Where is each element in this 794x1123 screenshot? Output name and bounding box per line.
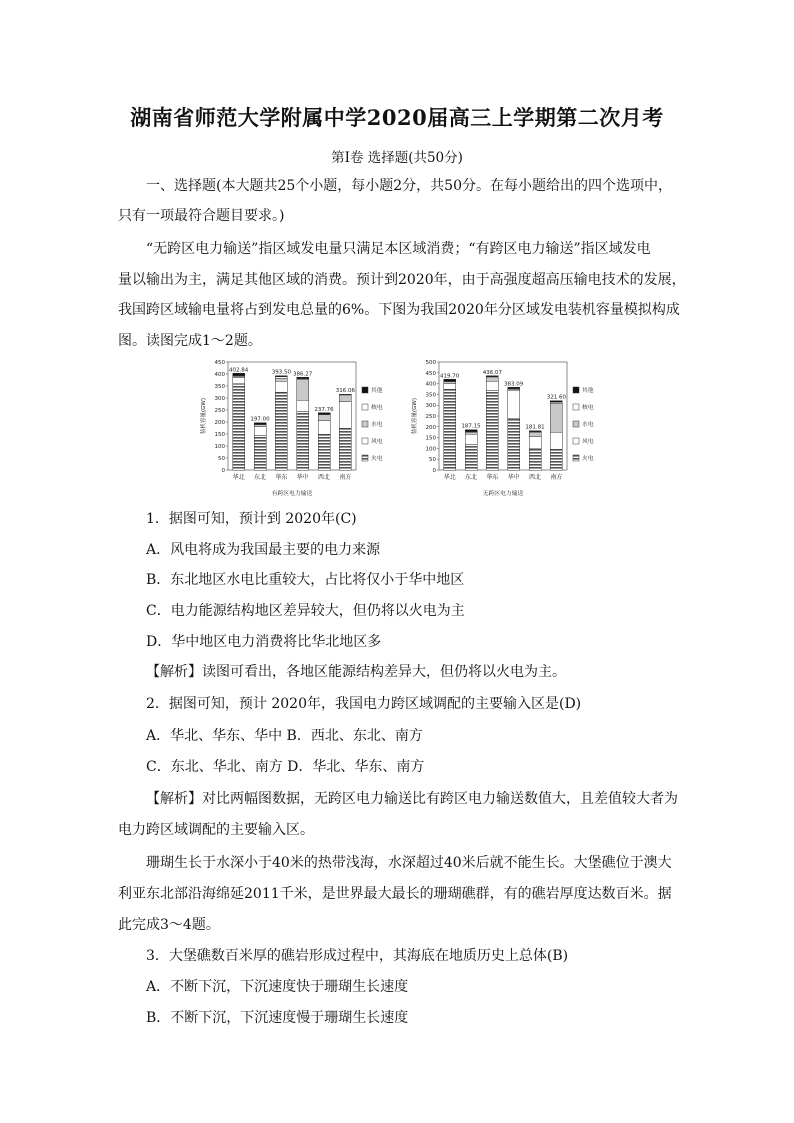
bar-total-label: 321.60 [546,394,566,401]
bar-segment [550,449,562,470]
bar-segment [529,431,541,432]
intro-line-1: 只有一项最符合题目要求。) [118,208,285,224]
bar-segment [297,379,309,401]
chart-without-transmission [407,356,617,506]
question-line-15: A．不断下沉，下沉速度快于珊瑚生长速度 [146,979,409,995]
legend-swatch [573,387,579,393]
x-tick-label: 华北 [443,474,456,481]
bar-total-label: 419.70 [440,373,460,380]
y-tick-label: 450 [425,370,436,377]
y-tick-label: 400 [425,381,436,388]
bar-segment [529,448,541,470]
y-tick-label: 300 [425,403,436,410]
y-tick-label: 50 [429,457,436,464]
y-tick-label: 50 [218,456,225,462]
document-title: 湖南省师范大学附属中学2020届高三上学期第二次月考 [130,105,664,130]
question-line-16: B．不断下沉，下沉速度慢于珊瑚生长速度 [146,1010,409,1026]
question-line-8: C．东北、华北、南方 D．华北、华东、南方 [146,759,425,775]
bar-segment [318,415,330,421]
question-line-13: 此完成3～4题。 [118,917,220,933]
question-line-14: 3．大堡礁数百米厚的礁岩形成过程中，其海底在地质历史上总体(B) [146,948,569,964]
legend-swatch [362,438,368,444]
y-axis-title: 装机容量(GW) [201,398,207,434]
bar-total-label: 181.81 [525,424,545,431]
question-line-7: A．华北、华东、华中 B．西北、东北、南方 [146,728,423,744]
x-tick-label: 南方 [550,474,563,481]
bar-segment [318,421,330,434]
bar-total-label: 383.09 [504,381,524,388]
bar-segment [339,394,351,395]
bar-segment [318,434,330,470]
x-tick-label: 华北 [232,474,245,481]
question-line-6: 2．据图可知，预计 2020年，我国电力跨区域调配的主要输入区是(D) [146,696,582,712]
bar-segment [297,377,309,378]
intro-line-4: 我国跨区域输电量将占到发电总量的6%。下图为我国2020年分区域发电装机容量模拟构成 [118,302,680,318]
bar-segment [339,396,351,402]
y-tick-label: 200 [214,420,225,426]
bar-segment [275,381,287,392]
x-tick-label: 华东 [486,474,499,481]
bar-segment [550,401,562,403]
bar-segment [550,403,562,432]
bar-segment [254,425,266,427]
bar-segment [529,437,541,449]
question-line-1: A．风电将成为我国最主要的电力来源 [146,542,381,558]
bar-segment [297,411,309,470]
legend-label: 水电 [582,422,594,428]
legend-swatch [362,455,368,461]
bar-segment [254,427,266,435]
y-tick-label: 450 [214,360,225,366]
legend-label: 核电 [582,405,594,411]
bar-segment [508,390,520,418]
intro-line-3: 量以输出为主，满足其他区域的消费。预计到2020年，由于高强度超高压输电技术的发展， [118,272,686,288]
bar-segment [254,435,266,470]
legend-label: 风电 [582,439,594,445]
legend-swatch [573,455,579,461]
question-line-10: 电力跨区域调配的主要输入区。 [118,822,314,838]
bar-segment [444,389,456,470]
legend-swatch [362,404,368,410]
question-line-9: 【解析】对比两幅图数据，无跨区电力输送比有跨区电力输送数值大，且差值较大者为 [146,791,678,807]
legend-swatch [362,387,368,393]
y-tick-label: 0 [221,468,225,474]
y-tick-label: 500 [425,360,436,366]
charts-figure [196,356,616,506]
bar-segment [486,378,498,382]
question-line-3: C．电力能源结构地区差异较大，但仍将以火电为主 [146,603,465,619]
x-tick-label: 东北 [253,474,267,481]
question-line-0: 1．据图可知，预计到 2020年(C) [146,511,357,527]
legend-label: 其他 [582,388,594,394]
x-tick-label: 南方 [339,474,352,481]
bar-segment [339,402,351,428]
question-line-5: 【解析】读图可看出，各地区能源结构差异大，但仍将以火电为主。 [146,664,566,680]
bar-segment [233,384,245,470]
y-tick-label: 100 [214,444,225,450]
bar-segment [550,432,562,449]
y-tick-label: 0 [432,468,436,474]
legend-label: 核电 [371,405,383,411]
bar-total-label: 386.27 [293,371,313,378]
y-tick-label: 300 [214,396,225,402]
bar-segment [297,400,309,411]
bar-total-label: 316.06 [335,388,355,395]
bar-segment [508,418,520,470]
intro-line-5: 图。读图完成1～2题。 [118,333,262,349]
y-tick-label: 150 [425,435,436,442]
bar-total-label: 393.50 [271,369,291,376]
bar-segment [275,376,287,377]
bar-segment [444,384,456,389]
bar-segment [508,387,520,388]
x-axis-title: 无跨区电力输送 [482,491,524,497]
bar-segment [465,430,477,432]
bar-segment [339,428,351,470]
legend-label: 火电 [371,456,383,462]
bar-segment [486,376,498,377]
y-tick-label: 250 [214,408,225,414]
legend-swatch [573,404,579,410]
question-line-4: D．华中地区电力消费将比华北地区多 [146,634,382,650]
y-tick-label: 350 [425,392,436,399]
bar-segment [486,381,498,390]
bar-segment [233,373,245,376]
bar-segment [275,392,287,470]
legend-label: 其他 [371,388,383,394]
legend-label: 水电 [371,422,383,428]
y-tick-label: 150 [214,432,225,438]
bar-segment [444,379,456,381]
y-tick-label: 350 [214,384,225,390]
question-line-2: B．东北地区水电比重较大，占比将仅小于华中地区 [146,572,465,588]
y-tick-label: 100 [425,446,436,453]
bar-segment [254,423,266,425]
bar-segment [529,432,541,436]
x-tick-label: 西北 [317,474,331,481]
plot-area [228,362,356,470]
y-axis-title: 装机容量(GW) [412,398,418,434]
legend-label: 火电 [582,456,594,462]
x-tick-label: 西北 [528,474,542,481]
legend-swatch [573,438,579,444]
legend-swatch [362,421,368,427]
bar-segment [275,378,287,381]
bar-segment [465,434,477,444]
y-tick-label: 250 [425,414,436,420]
legend-swatch [573,421,579,427]
legend-label: 风电 [371,439,383,445]
bar-segment [233,378,245,384]
intro-line-0: 一、选择题(本大题共25个小题，每小题2分，共50分。在每小题给出的四个选项中， [146,178,672,194]
bar-segment [465,444,477,470]
intro-line-2: “无跨区电力输送”指区域发电量只满足本区域消费；“有跨区电力输送”指区域发电 [146,241,651,257]
x-tick-label: 华中 [507,474,520,481]
section-subtitle: 第Ⅰ卷 选择题(共50分) [331,150,463,166]
x-tick-label: 华中 [296,474,309,481]
y-tick-label: 200 [425,424,436,431]
question-line-11: 珊瑚生长于水深小于40米的热带浅海，水深超过40米后就不能生长。大堡礁位于澳大 [146,855,672,871]
bar-segment [465,432,477,434]
chart-with-transmission [196,356,401,506]
y-tick-label: 400 [214,372,225,378]
bar-total-label: 197.00 [250,416,270,423]
bar-segment [318,413,330,414]
x-tick-label: 华东 [275,474,288,481]
x-tick-label: 东北 [464,474,478,481]
question-line-12: 利亚东北部沿海绵延2011千米，是世界最大最长的珊瑚礁群，有的礁岩厚度达数百米。据 [118,886,672,902]
bar-total-label: 237.76 [314,406,334,413]
bar-total-label: 187.15 [461,423,481,430]
bar-total-label: 402.84 [229,367,249,374]
x-axis-title: 有跨区电力输送 [271,491,313,497]
bar-total-label: 436.07 [482,369,502,376]
bar-segment [486,390,498,470]
